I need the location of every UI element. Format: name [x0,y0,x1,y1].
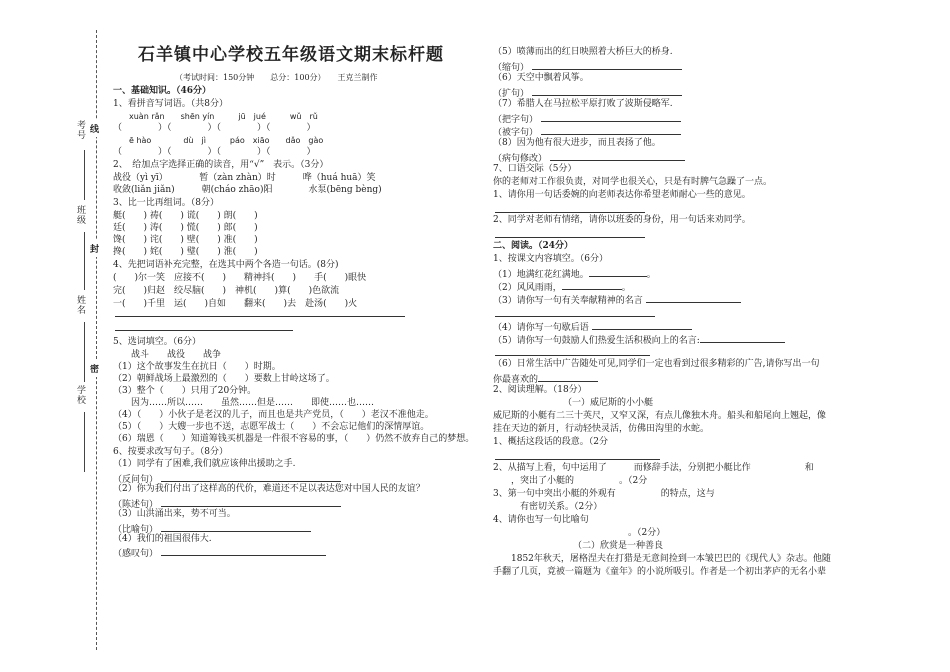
answer-blank[interactable] [532,86,682,96]
p1-q2-line-1[interactable]: 2、从描写上看，句中运用了 而修辞手法，分别把小艇比作 和 [493,463,814,473]
passage2-line-2: 手翻了几页，竟被一篇题为《童年》的小说所吸引。作者是一个初出茅庐的无名小辈 [493,567,827,577]
q7-answer-line-2[interactable] [495,237,645,238]
q2-row2[interactable]: 收敛(liǎn jiǎn) 朝(cháo zhāo)阳 水泵(bēng bèng) [113,185,382,195]
q7-prompt-2: 2、同学对老师有情绪，请你以班委的身份，用一句话来劝同学。 [493,215,751,225]
answer-blank[interactable] [161,472,341,482]
r1-item-5[interactable] [493,333,785,347]
q7-context: 你的老师对工作很负责，对同学也很关心，只是有时脾气急躁了一点。 [493,177,773,187]
seal-char-secret: 密 [90,360,99,377]
school-label: 学校 [75,385,85,405]
q3-row4[interactable]: 搀( ) 姹( ) 璧( ) 淮( ) [113,247,258,257]
q6-item-7a-label: （把字句） [493,115,539,125]
q1-blanks-row1[interactable]: （ ）（ ）（ ）（ ） [113,123,316,133]
q3-row2[interactable]: 廷( ) 涛( ) 慌( ) 郎( ) [113,223,258,233]
r1-item-6-label: 你最喜欢的 [493,375,539,385]
p1-q2-line-2[interactable]: ，突出了小艇的 。（2分 [493,476,648,486]
section-basics-heading: 一、基础知识。（46分） [113,86,212,96]
r1-item-5-text: （5）请你写一句鼓励人们热爱生活积极向上的名言: [493,336,700,346]
q5-item-4[interactable]: （4）（ ）小伙子是老汉的儿子，而且也是共产党员，（ ）老汉不准他走。 [113,410,434,420]
answer-blank[interactable] [700,333,785,343]
q6-item-1: （1）同学有了困难,我们就应该伸出援助之手. [113,459,296,469]
answer-blank[interactable] [161,522,311,532]
q5-item-5[interactable]: （5）（ ）大嫂一步也不送，志愿军战士（ ）不会忘记他们的深情厚谊。 [113,422,430,432]
q5-item-1[interactable]: （1）这个故事发生在抗日（ ）时期。 [113,362,281,372]
r1-item-3[interactable] [493,293,741,307]
binding-margin [0,0,110,672]
answer-blank[interactable] [589,267,647,277]
q4-row1[interactable]: ( )尔一笑 应接不( ) 精神抖( ) 手( )眼快 [113,273,367,283]
exam-meta: （考试时间：150分钟 总分：100分） 王克兰制作 [175,73,378,82]
exam-title: 石羊镇中心学校五年级语文期末标杆题 [138,45,444,65]
q4-row2[interactable]: 完( )归赵 绞尽脑( ) 神机( )算( )色欲流 [113,286,340,296]
r1-item-5-line-2[interactable] [495,355,650,356]
q6-item-8-answer[interactable] [493,151,685,165]
q5-word-choices-b: 因为……所以…… 虽然……但是…… 即使……也…… [113,398,375,408]
q6-item-7-answer-b[interactable] [493,125,681,139]
answer-blank[interactable] [646,293,741,303]
q2-heading: 2、 给加点字选择正确的读音，用“√” 表示。（3分） [113,160,329,170]
r1-item-6: （6）日常生活中广告随处可见,同学们一定也看到过很多精彩的广告,请你写出一句 [493,359,820,369]
passage1-line-2: 挂在天边的新月，行动轻快灵活，仿佛田沟里的水蛇。 [493,424,710,434]
q6-item-6-label: （扩句） [493,89,530,99]
p1-q4-answer[interactable]: 。（2分） [493,528,666,538]
name-line [84,322,85,382]
exam-number-line [84,150,85,200]
q5-heading: 5、选词填空。（6分） [113,337,201,347]
q4-answer-line-1[interactable] [115,316,405,317]
passage2-title: （二）欣赏是一种善良 [573,541,664,551]
answer-blank[interactable] [161,497,341,507]
q6-heading: 6、按要求改写句子。（8分） [113,447,228,457]
q3-row3[interactable]: 馋( ) 诧( ) 壁( ) 准( ) [113,235,258,245]
q6-item-8-label: （病句修改） [493,154,548,164]
r1-item-2[interactable]: （2）风风雨雨， 。 [493,280,631,294]
q6-item-4-label: （感叹句） [113,549,159,559]
q5-item-6[interactable]: （6）瑞恩（ ）知道筹钱买机器是一件很不容易的事，（ ）仍然不放弃自己的梦想。 [113,434,475,444]
class-line [84,232,85,290]
seal-char-seal: 封 [90,240,99,257]
q1-pinyin-row2: ē hào dù jì páo xiāo dǎo gào [113,136,324,145]
q2-row1[interactable]: 战役（yì yī） 暂（zàn zhàn）时 哗（huá huā）笑 [113,173,376,183]
q5-item-2[interactable]: （2）朝鲜战场上最激烈的（ ）要数上甘岭这场了。 [113,374,335,384]
q6-item-3-label: （比喻句） [113,525,159,535]
r1-item-4[interactable] [493,320,692,334]
answer-blank[interactable] [541,125,681,135]
q4-answer-line-2[interactable] [115,330,293,331]
school-line [84,412,85,472]
r1-heading: 1、按课文内容填空。（6分） [493,254,608,264]
passage2-line-1: 1852年秋天，屠格涅夫在打猎是无意间捡到一本皱巴巴的《现代人》杂志。他随 [493,554,831,564]
r1-item-4-text: （4）请你写一句歇后语 [493,323,589,333]
q6-item-4-answer[interactable] [113,546,326,560]
q6-item-8: （8）因为他有很大进步，而且表扬了他。 [493,138,661,148]
answer-blank[interactable] [532,60,682,70]
q4-heading: 4、先把词语补充完整，在选其中两个各造一句话。(8分) [113,260,339,270]
q3-row1[interactable]: 艇( ) 祷( ) 谎( ) 朗( ) [113,211,258,221]
answer-blank[interactable] [562,280,622,290]
answer-blank[interactable] [592,320,692,330]
q6-item-6-answer[interactable] [493,86,682,100]
p1-q4: 4、请你也写一句比喻句 [493,515,589,525]
r1-item-1[interactable]: （1）地满红花红满地。 。 [493,267,656,281]
answer-blank[interactable] [541,112,681,122]
q6-item-6: （6）天空中飘着风筝。 [493,73,589,83]
q4-row3[interactable]: 一( )千里 运( )自如 翻来( )去 赴汤( )火 [113,299,358,309]
r1-item-6-answer[interactable] [493,372,598,386]
p1-q3-line-2[interactable]: 有密切关系。（2分） [493,502,603,512]
passage1-line-1: 威尼斯的小艇有二三十英尺，又窄又深，有点儿像独木舟。船头和船尾向上翘起，像 [493,411,827,421]
p1-q1: 1、概括这段话的段意。（2分 [493,437,608,447]
q7-heading: 7、口语交际（5分） [493,164,577,174]
q6-item-4: （4）我们的祖国很伟大. [113,534,212,544]
q3-heading: 3、比一比再组词。（8分） [113,198,219,208]
q6-item-7b-label: （被字句） [493,128,539,138]
r1-item-2-text: （2）风风雨雨， [493,283,562,293]
q7-prompt-1: 1、请你用一句话委婉的向老师表达你希望老师耐心一些的意见。 [493,190,751,200]
q6-item-3: （3）山洪涌出来，势不可当。 [113,509,236,519]
q5-word-choices-a: 战斗 战役 战争 [113,350,222,360]
class-label: 班级 [75,205,85,225]
answer-blank[interactable] [538,372,598,382]
r1-item-1-text: （1）地满红花红满地。 [493,270,589,280]
section-reading-heading: 二、阅读。（24分） [493,241,574,251]
q7-answer-line-1[interactable] [495,212,645,213]
name-label: 姓名 [75,295,85,315]
q5-item-3[interactable]: （3）整个（ ）只用了20分钟。 [113,386,257,396]
r2-heading: 2、阅读理解。（18分） [493,385,587,395]
q6-item-2: （2）你为我们付出了这样高的代价，难道还不足以表达您对中国人民的友谊？ [113,484,425,494]
q6-item-7-answer-a[interactable] [493,112,681,126]
q6-item-1-label: （反问句） [113,475,159,485]
q1-heading: 1、看拼音写词语。（共8分） [113,99,228,109]
answer-blank[interactable] [550,151,685,161]
q6-item-2-label: （陈述句） [113,500,159,510]
exam-number-label: 考号 [75,120,85,140]
q6-item-5-label: （缩句） [493,63,530,73]
q1-blanks-row2[interactable]: （ ）（ ）（ ）（ ） [113,147,316,157]
r1-item-3-text: （3）请你写一句有关奉献精神的名言 [493,296,643,306]
r1-item-3-line-2[interactable] [495,316,655,317]
answer-blank[interactable] [161,546,326,556]
q1-pinyin-row1: xuàn rǎn shēn yín jū jué wǔ rǔ [113,112,318,121]
seal-char-line: 线 [90,120,99,137]
p1-q1-answer-line[interactable] [495,459,660,460]
q6-item-7: （7）希腊人在马拉松平原打败了波斯侵略军. [493,99,673,109]
passage1-title: （一）威尼斯的小小艇 [563,398,654,408]
q6-item-5: （5）喷薄而出的红日映照着大桥巨大的桥身. [493,47,673,57]
p1-q3-line-1[interactable]: 3、第一句中突出小艇的外观有 的特点，这与 [493,489,715,499]
q6-item-5-answer[interactable] [493,60,682,74]
